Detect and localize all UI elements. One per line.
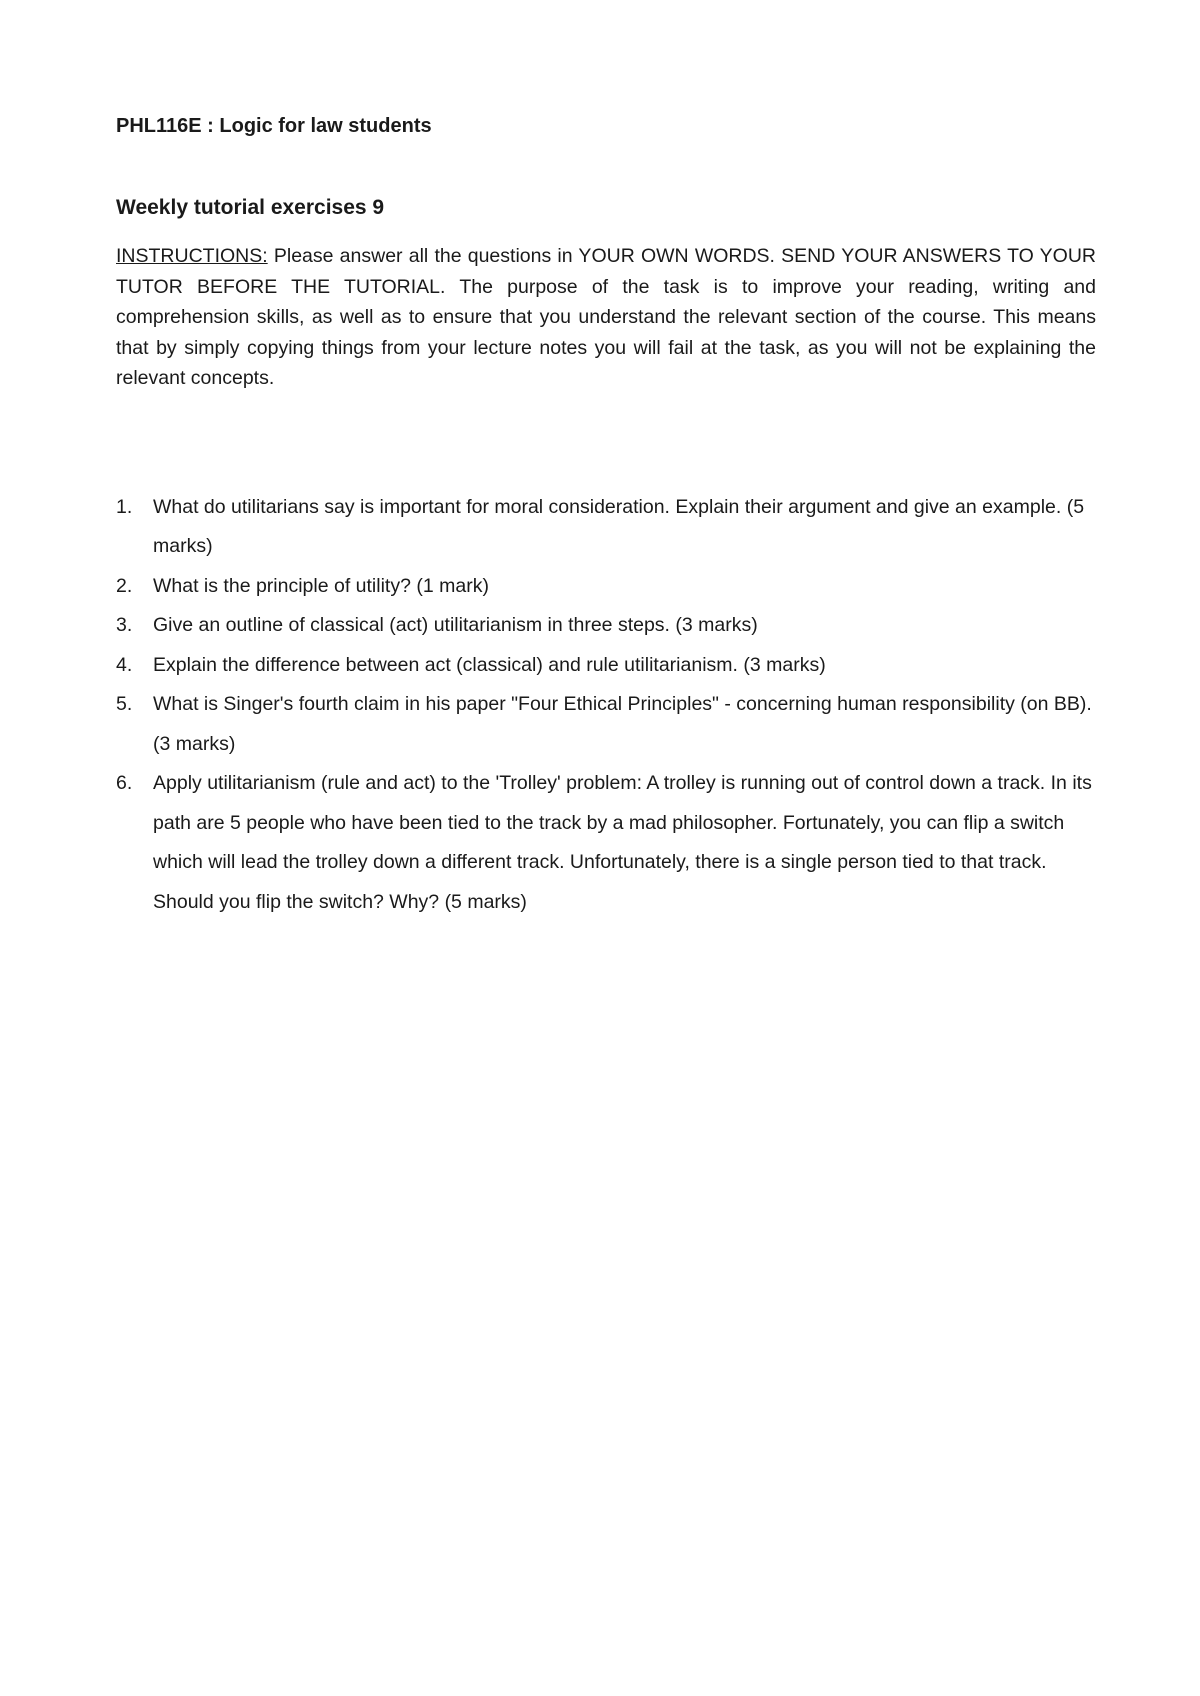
question-number: 5. — [116, 693, 133, 715]
question-text: Apply utilitarianism (rule and act) to the 'Trolley' problem: A trolley is running out of control down a track. In its path are 5 people who have been tied to the track by a mad philosopher. Fortunately, you can flip a switch which will lead the trolley down a different track. Unfortunately, there is a single person tied to that track. Should you flip the switch? Why? (5 marks) — [153, 772, 1092, 913]
question-item-6 — [116, 764, 1096, 922]
question-item-4 — [116, 646, 1096, 686]
question-number: 1. — [116, 495, 133, 518]
question-number: 4. — [116, 653, 133, 676]
question-text: What is the principle of utility? (1 mark) — [153, 574, 489, 597]
course-title: PHL116E : Logic for law students — [116, 115, 432, 137]
question-number: 6. — [116, 772, 133, 794]
question-text: Explain the difference between act (classical) and rule utilitarianism. (3 marks) — [153, 653, 826, 676]
question-text: What is Singer's fourth claim in his paper "Four Ethical Principles" - concerning human responsibility (on BB). (3 marks) — [153, 693, 1092, 755]
question-item-1 — [116, 488, 1096, 567]
question-number: 3. — [116, 614, 133, 636]
instructions-text: Please answer all the questions in YOUR OWN WORDS. SEND YOUR ANSWERS TO YOUR TUTOR BEFORE THE TUTORIAL. The purpose of the task is to improve your reading, writing and comprehension skills, as well as to ensure that you understand the relevant section of the course. This means that by simply copying things from your lecture notes you will fail at the task, as you will not be explaining the relevant concepts. — [116, 245, 1096, 389]
question-item-5 — [116, 685, 1096, 764]
question-number: 2. — [116, 574, 133, 597]
instructions-paragraph — [116, 241, 1096, 394]
question-list — [116, 488, 1096, 923]
instructions-label: INSTRUCTIONS: — [116, 245, 268, 267]
sheet-title: Weekly tutorial exercises 9 — [116, 196, 385, 219]
question-text: What do utilitarians say is important for moral consideration. Explain their argument and give an example. (5 marks) — [153, 495, 1085, 557]
question-item-3 — [116, 606, 1096, 646]
question-item-2 — [116, 567, 1096, 607]
document-page — [116, 112, 1096, 922]
question-text: Give an outline of classical (act) utilitarianism in three steps. (3 marks) — [153, 614, 758, 636]
